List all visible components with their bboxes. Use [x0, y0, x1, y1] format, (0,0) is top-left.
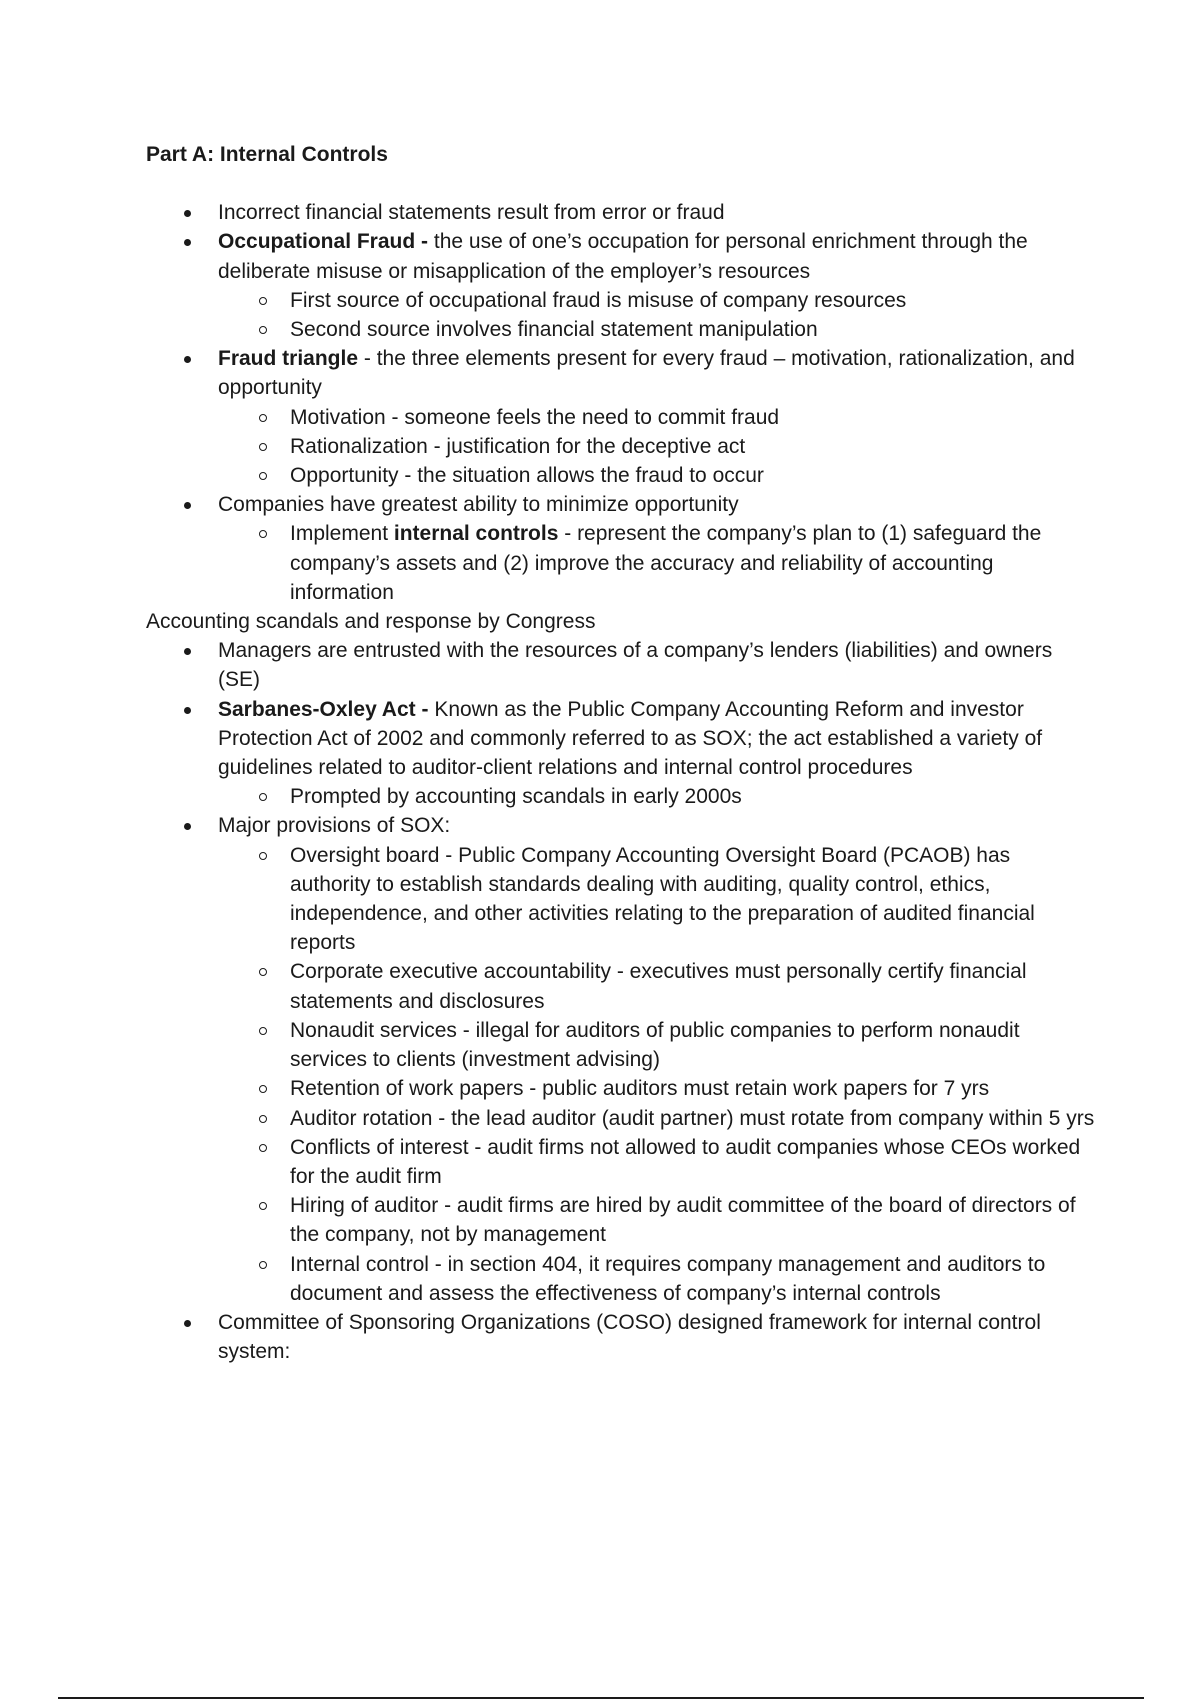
list-item-text: Major provisions of SOX: — [218, 814, 451, 838]
list-item — [218, 636, 1096, 694]
sub-list — [218, 782, 1096, 811]
sub-list-item-text: Conflicts of interest - audit firms not allowed to audit companies whose CEOs worked for the audit firm — [290, 1135, 1081, 1188]
term-fraud-triangle: Fraud triangle — [218, 347, 359, 371]
list-item — [218, 695, 1096, 812]
sub-list-item-text: Prompted by accounting scandals in early 2000s — [290, 785, 742, 809]
sub-list-item-text: Oversight board - Public Company Accounting Oversight Board (PCAOB) has authority to establish standards dealing with auditing, quality control, ethics, independence, and other activities relating to the preparation of audited financial reports — [290, 843, 1035, 955]
sub-list — [218, 519, 1096, 607]
sub-list-sox-provisions — [218, 841, 1096, 1308]
sub-list-item-text: Hiring of auditor - audit firms are hired by audit committee of the board of directors of the company, not by management — [290, 1194, 1076, 1247]
sub-list-item-text: Opportunity - the situation allows the fraud to occur — [290, 464, 764, 488]
sub-list-item — [290, 841, 1096, 958]
sub-list-item — [290, 461, 1096, 490]
list-item — [218, 198, 1096, 227]
sub-list-item-text: Motivation - someone feels the need to commit fraud — [290, 405, 780, 429]
term-internal-controls: internal controls — [393, 522, 559, 546]
sub-list — [218, 286, 1096, 344]
sub-list-item-text: Auditor rotation - the lead auditor (audit partner) must rotate from company within 5 yrs — [290, 1106, 1095, 1130]
term-sarbanes-oxley: Sarbanes-Oxley Act - — [218, 697, 429, 721]
footer-divider — [58, 1697, 1144, 1699]
sub-list-item — [290, 1191, 1096, 1249]
definition-text: - the three elements present for every fraud – motivation, rationalization, and opportunity — [218, 347, 1075, 400]
sub-list-item-text: Nonaudit services - illegal for auditors of public companies to perform nonaudit services to clients (investment advising) — [290, 1018, 1020, 1072]
sub-list-item — [290, 1016, 1096, 1074]
definition-text: Known as the Public Company Accounting Reform and investor Protection Act of 2002 and commonly referred to as SOX; the act established a variety of guidelines related to auditor-client relations and internal control procedures — [218, 697, 1043, 780]
sub-list-item — [290, 403, 1096, 432]
document-body — [146, 140, 1096, 1366]
list-item — [218, 344, 1096, 490]
bullet-list-scandals — [146, 636, 1096, 1366]
sub-list-item-text: First source of occupational fraud is misuse of company resources — [290, 288, 907, 312]
sub-list-item — [290, 957, 1096, 1015]
list-item — [218, 1308, 1096, 1366]
section-heading: Part A: Internal Controls — [146, 143, 388, 166]
list-item — [218, 227, 1096, 344]
sub-list-item-text: Rationalization - justification for the deceptive act — [290, 434, 746, 458]
sub-list-item — [290, 1074, 1096, 1103]
list-item — [218, 490, 1096, 607]
bullet-list-internal-controls — [146, 198, 1096, 607]
term-occupational-fraud: Occupational Fraud - — [218, 230, 429, 254]
sub-list-item — [290, 1104, 1096, 1133]
list-item-text: Companies have greatest ability to minimize opportunity — [218, 493, 739, 517]
sub-list-item-text: Internal control - in section 404, it requires company management and auditors to document and assess the effectiveness of company’s internal controls — [290, 1252, 1046, 1305]
sub-list-item — [290, 315, 1096, 344]
sub-list — [218, 403, 1096, 491]
sub-list-item-text: Implement — [290, 522, 394, 546]
sub-list-item — [290, 519, 1096, 607]
list-item — [218, 811, 1096, 1307]
sub-list-item — [290, 1133, 1096, 1191]
sub-list-item — [290, 432, 1096, 461]
sub-list-item — [290, 1250, 1096, 1308]
sub-list-item-text: Retention of work papers - public auditors must retain work papers for 7 yrs — [290, 1077, 990, 1101]
sub-list-item — [290, 286, 1096, 315]
list-item-text: Incorrect financial statements result from error or fraud — [218, 201, 725, 225]
sub-list-item — [290, 782, 1096, 811]
sub-list-item-text: Second source involves financial statement manipulation — [290, 318, 818, 342]
section-subtitle: Accounting scandals and response by Congress — [146, 610, 596, 634]
list-item-text: Committee of Sponsoring Organizations (COSO) designed framework for internal control system: — [218, 1310, 1041, 1364]
definition-text: - represent the company’s plan to (1) safeguard the company’s assets and (2) improve the accuracy and reliability of accounting information — [290, 522, 1042, 604]
list-item-text: Managers are entrusted with the resources of a company’s lenders (liabilities) and owners (SE) — [218, 639, 1053, 692]
sub-list-item-text: Corporate executive accountability - executives must personally certify financial statements and disclosures — [290, 960, 1027, 1013]
definition-text: the use of one’s occupation for personal enrichment through the deliberate misuse or misapplication of the employer’s resources — [218, 230, 1028, 283]
